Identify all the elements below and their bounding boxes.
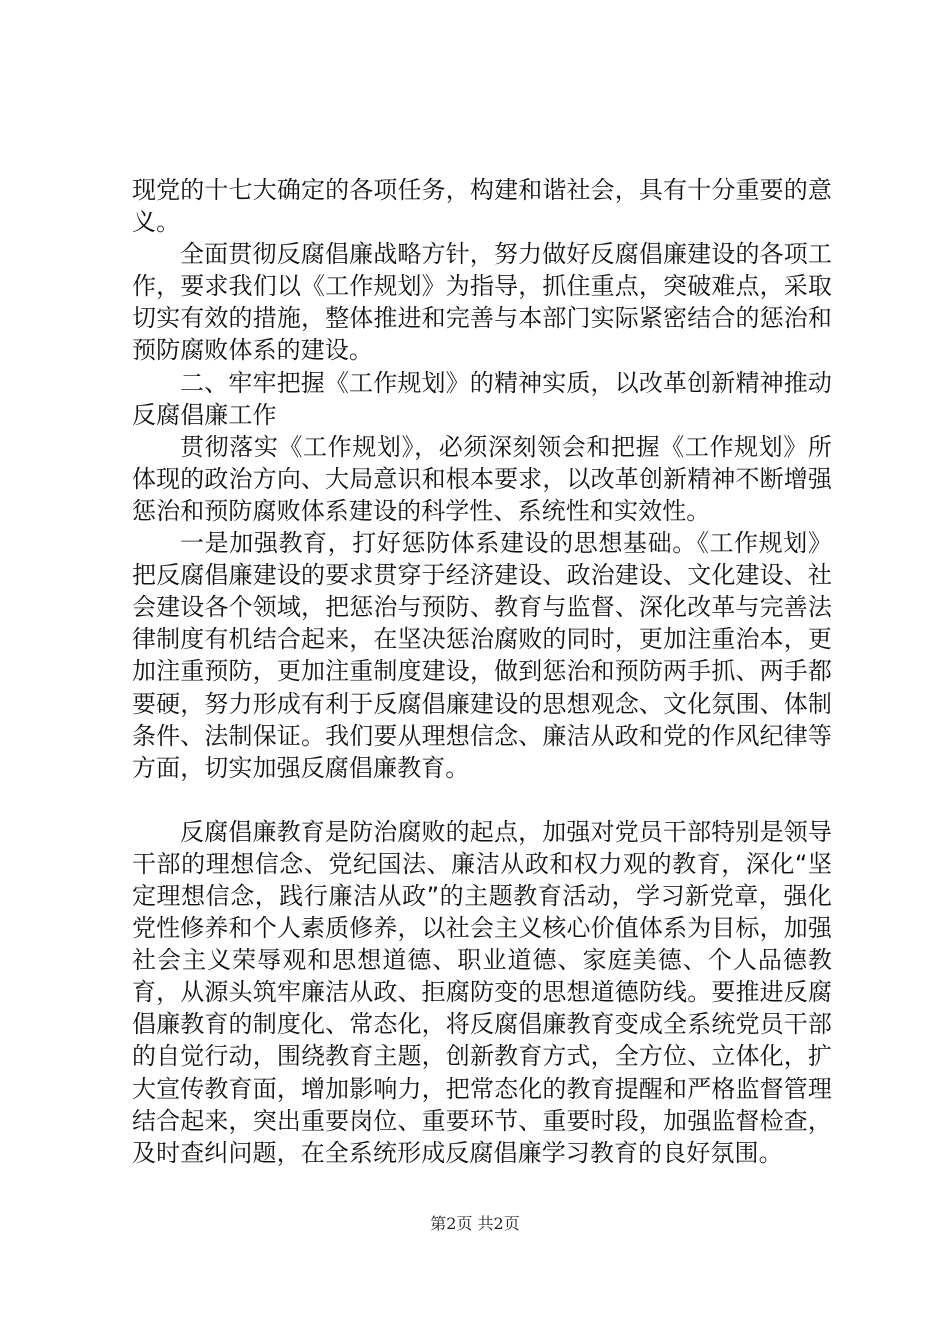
paragraph-strategy: 全面贯彻反腐倡廉战略方针，努力做好反腐倡廉建设的各项工作，要求我们以《工作规划》为指导，抓住重点，突破难点，采取切实有效的措施，整体推进和完善与本部门实际紧密结合的惩治和预防腐败体系的建设。: [132, 240, 832, 365]
section-heading-two: 二、牢牢把握《工作规划》的精神实质，以改革创新精神推动反腐倡廉工作: [132, 368, 832, 429]
paragraph-implement: 贯彻落实《工作规划》，必须深刻领会和把握《工作规划》所体现的政治方向、大局意识和根本要求，以改革创新精神不断增强惩治和预防腐败体系建设的科学性、系统性和实效性。: [132, 432, 832, 525]
paragraph-education-point-one: 一是加强教育，打好惩防体系建设的思想基础。《工作规划》把反腐倡廉建设的要求贯穿于经济建设、政治建设、文化建设、社会建设各个领域，把惩治与预防、教育与监督、深化改革与完善法律制度有机结合起来，在坚决惩治腐败的同时，更加注重治本，更加注重预防，更加注重制度建设，做到惩治和预防两手抓、两手都要硬，努力形成有利于反腐倡廉建设的思想观念、文化氛围、体制条件、法制保证。我们要从理想信念、廉洁从政和党的作风纪律等方面，切实加强反腐倡廉教育。: [132, 529, 832, 782]
document-body: [132, 174, 832, 1169]
page-number: 第2页 共2页: [430, 1214, 520, 1233]
page-footer: [0, 1214, 950, 1234]
paragraph-education-detail: 反腐倡廉教育是防治腐败的起点，加强对党员干部特别是领导干部的理想信念、党纪国法、廉洁从政和权力观的教育，深化“坚定理想信念，践行廉洁从政”的主题教育活动，学习新党章，强化党性修养和个人素质修养，以社会主义核心价值体系为目标，加强社会主义荣辱观和思想道德、职业道德、家庭美德、个人品德教育，从源头筑牢廉洁从政、拒腐防变的思想道德防线。要推进反腐倡廉教育的制度化、常态化，将反腐倡廉教育变成全系统党员干部的自觉行动，围绕教育主题，创新教育方式，全方位、立体化，扩大宣传教育面，增加影响力，把常态化的教育提醒和严格监督管理结合起来，突出重要岗位、重要环节、重要时段，加强监督检查，及时查纠问题，在全系统形成反腐倡廉学习教育的良好氛围。: [132, 817, 832, 1167]
paragraph-continuation: 现党的十七大确定的各项任务，构建和谐社会，具有十分重要的意义。: [132, 176, 832, 237]
